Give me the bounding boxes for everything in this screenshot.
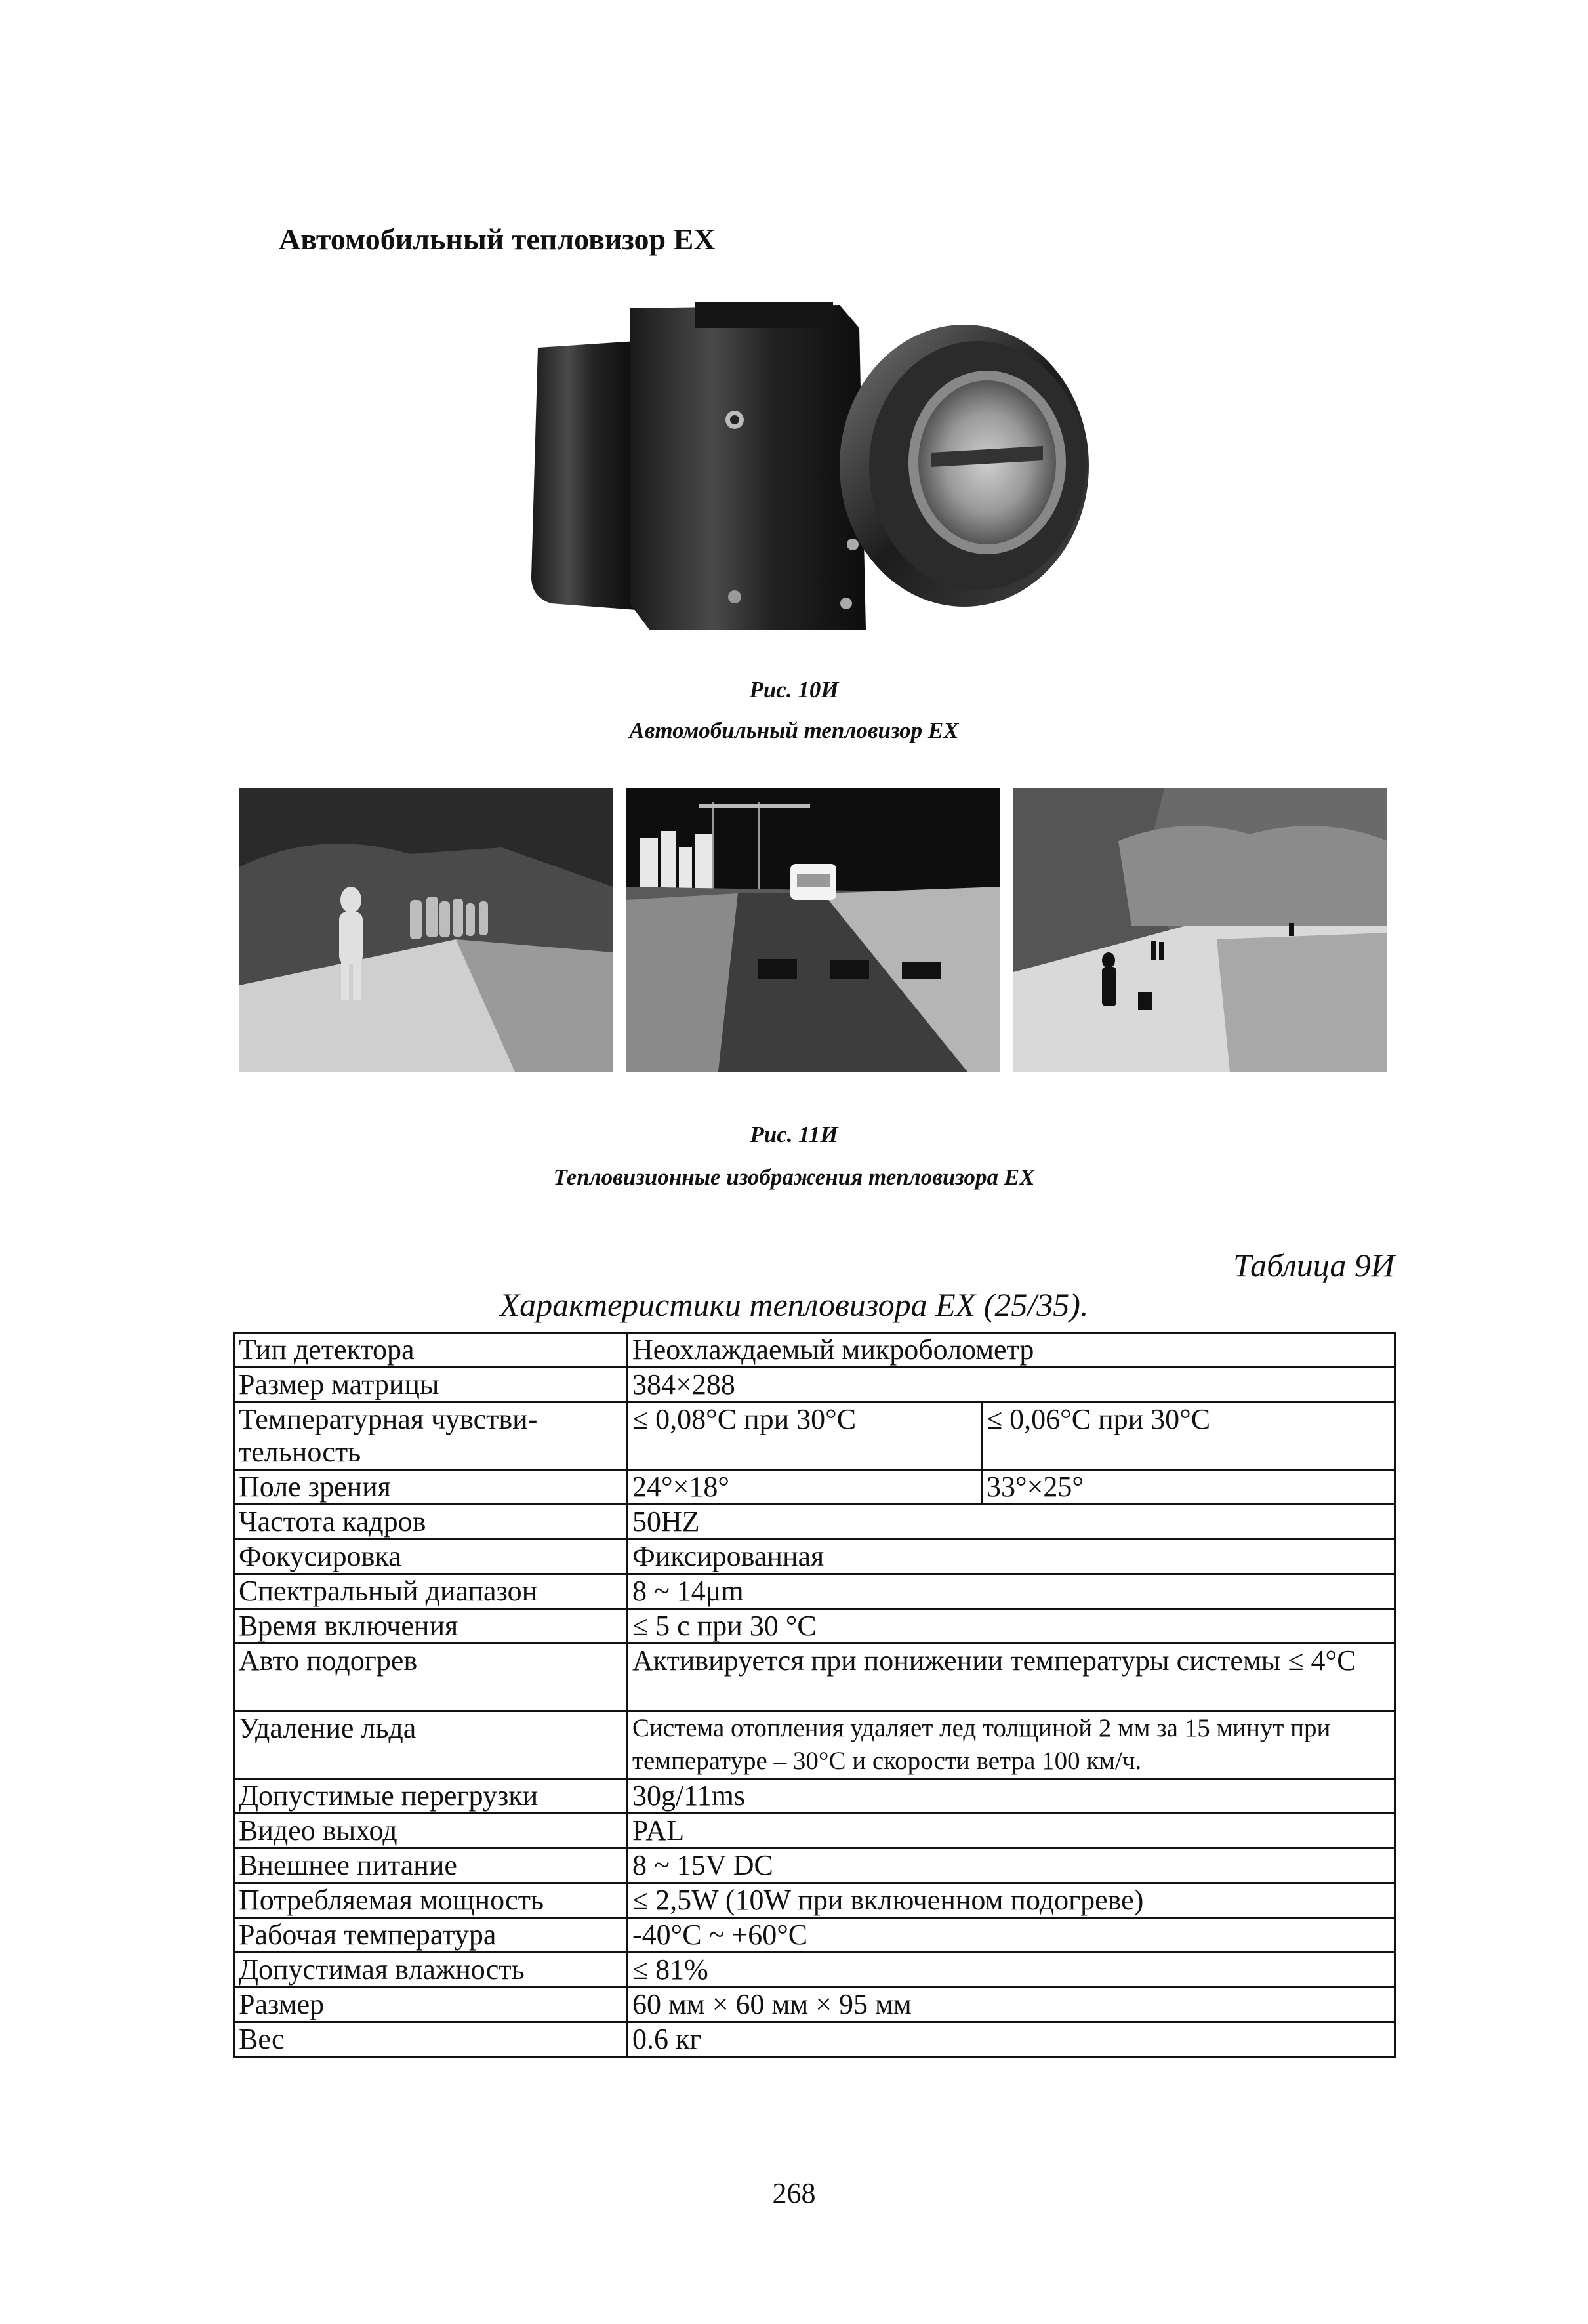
value-cell: ≤ 5 с при 30 °C	[628, 1609, 1395, 1644]
table-row	[234, 1711, 1395, 1779]
param-cell: Размер матрицы	[234, 1368, 628, 1402]
value-cell: ≤ 81%	[628, 1953, 1395, 1988]
table-row	[234, 1918, 1395, 1953]
table-row	[234, 1779, 1395, 1814]
param-cell: Тип детектора	[234, 1333, 628, 1368]
table-row	[234, 1333, 1395, 1368]
value-cell: 33°×25°	[982, 1470, 1395, 1505]
param-cell: Спектральный диапазон	[234, 1574, 628, 1609]
table-row	[234, 1644, 1395, 1711]
param-cell: Время включения	[234, 1609, 628, 1644]
camera-photo	[499, 289, 1128, 656]
section-heading: Автомобильный тепловизор EX	[279, 222, 716, 256]
param-cell: Фокусировка	[234, 1539, 628, 1574]
value-cell: 60 мм × 60 мм × 95 мм	[628, 1988, 1395, 2022]
table-row	[234, 1883, 1395, 1918]
value-cell: Фиксированная	[628, 1539, 1395, 1574]
value-cell: 50HZ	[628, 1505, 1395, 1539]
figure-number: Рис. 11И	[750, 1122, 838, 1147]
figure-number: Рис. 10И	[749, 677, 839, 703]
value-cell: 0.6 кг	[628, 2022, 1395, 2057]
param-cell: Видео выход	[234, 1814, 628, 1848]
thermal-image-road	[626, 788, 1000, 1072]
table-row	[234, 1402, 1395, 1470]
figure-caption: Тепловизионные изображения тепловизора EX	[553, 1164, 1035, 1190]
value-cell: Активируется при понижении температуры системы ≤ 4°C	[628, 1644, 1395, 1711]
param-cell: Частота кадров	[234, 1505, 628, 1539]
param-cell: Размер	[234, 1988, 628, 2022]
param-cell: Потребляемая мощность	[234, 1883, 628, 1918]
value-cell: Неохлаждаемый микроболометр	[628, 1333, 1395, 1368]
value-cell: 8 ~ 15V DC	[628, 1848, 1395, 1883]
value-cell: 8 ~ 14μm	[628, 1574, 1395, 1609]
param-cell: Удаление льда	[234, 1711, 628, 1779]
table-label: Таблица 9И	[1233, 1247, 1395, 1284]
table-row	[234, 1574, 1395, 1609]
table-row	[234, 1470, 1395, 1505]
table-row	[234, 1368, 1395, 1402]
table-row	[234, 1953, 1395, 1988]
table-row	[234, 1988, 1395, 2022]
value-cell: Система отопления удаляет лед толщиной 2 мм за 15 минут при температуре – 30°C и скорости ветра 100 км/ч.	[628, 1711, 1395, 1779]
table-row	[234, 1848, 1395, 1883]
value-cell: ≤ 2,5W (10W при включенном подогреве)	[628, 1883, 1395, 1918]
param-cell: Вес	[234, 2022, 628, 2057]
param-cell: Внешнее питание	[234, 1848, 628, 1883]
param-cell: Поле зрения	[234, 1470, 628, 1505]
table-row	[234, 1814, 1395, 1848]
table-row	[234, 2022, 1395, 2057]
value-cell: 384×288	[628, 1368, 1395, 1402]
param-cell: Допустимая влажность	[234, 1953, 628, 1988]
param-cell: Температурная чувстви-тельность	[234, 1402, 628, 1470]
specs-table	[233, 1332, 1396, 2058]
table-title: Характеристики тепловизора EX (25/35).	[499, 1286, 1089, 1323]
thermal-image-river	[1013, 788, 1387, 1072]
table-row	[234, 1539, 1395, 1574]
param-cell: Авто подогрев	[234, 1644, 628, 1711]
value-cell: ≤ 0,08°C при 30°C	[628, 1402, 982, 1470]
value-cell: ≤ 0,06°C при 30°C	[982, 1402, 1395, 1470]
figure-caption: Автомобильный тепловизор EX	[629, 718, 959, 743]
value-cell: PAL	[628, 1814, 1395, 1848]
param-cell: Допустимые перегрузки	[234, 1779, 628, 1814]
table-row	[234, 1505, 1395, 1539]
value-cell: 30g/11ms	[628, 1779, 1395, 1814]
param-cell: Рабочая температура	[234, 1918, 628, 1953]
thermal-image-people	[239, 788, 613, 1072]
table-row	[234, 1609, 1395, 1644]
page-number: 268	[772, 2177, 816, 2209]
value-cell: -40°C ~ +60°C	[628, 1918, 1395, 1953]
value-cell: 24°×18°	[628, 1470, 982, 1505]
